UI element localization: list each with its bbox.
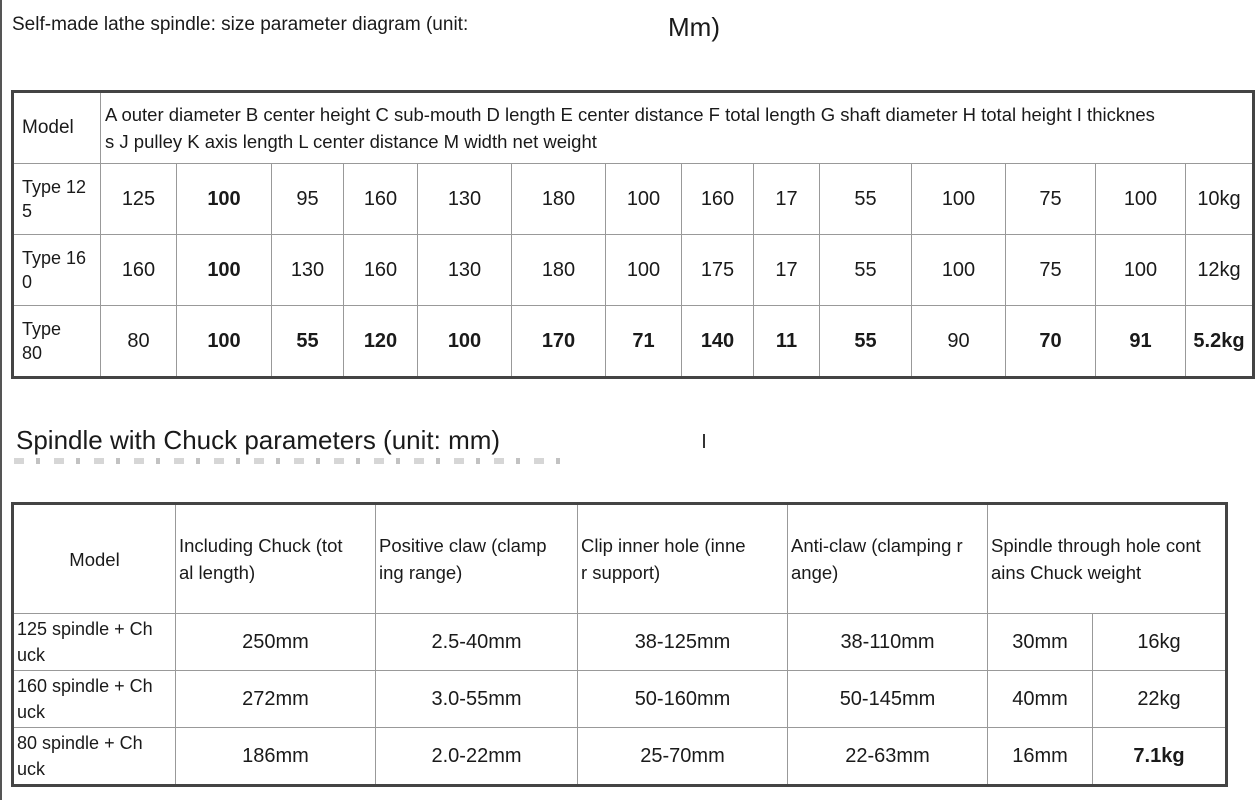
column-header (578, 504, 788, 614)
value-cell: 16mm (988, 728, 1093, 786)
header-line: Positive claw (clamp (379, 535, 547, 556)
value-cell: 75 (1006, 164, 1096, 235)
value-cell: 100 (177, 235, 272, 306)
header-line: ing range) (379, 562, 463, 583)
header-line: Clip inner hole (inne (581, 535, 746, 556)
value-cell: 38-110mm (788, 614, 988, 671)
value-cell: 75 (1006, 235, 1096, 306)
value-cell: 55 (820, 164, 912, 235)
value-cell: 2.5-40mm (376, 614, 578, 671)
value-cell: 22kg (1093, 671, 1227, 728)
header-line: Spindle through hole cont (991, 535, 1201, 556)
header-line: ange) (791, 562, 839, 583)
model-line: Type 16 (22, 248, 87, 268)
value-cell: 160 (344, 235, 418, 306)
model-cell (13, 671, 176, 728)
value-cell: 140 (682, 306, 754, 378)
header-line: Including Chuck (tot (179, 535, 343, 556)
model-header: Model (13, 92, 101, 164)
value-cell: 71 (606, 306, 682, 378)
model-line: 80 (22, 343, 43, 363)
value-cell: 11 (754, 306, 820, 378)
value-cell: 160 (344, 164, 418, 235)
header-line: ains Chuck weight (991, 562, 1142, 583)
value-cell: 130 (418, 164, 512, 235)
value-cell: 80 (101, 306, 177, 378)
parameter-header (101, 92, 1254, 164)
chuck-title: Spindle with Chuck parameters (unit: mm) (16, 425, 501, 455)
faded-text-strip (14, 458, 574, 464)
value-cell: 5.2kg (1186, 306, 1254, 378)
value-cell: 16kg (1093, 614, 1227, 671)
table-header-row (13, 92, 1254, 164)
value-cell: 160 (682, 164, 754, 235)
model-cell (13, 235, 101, 306)
model-line: 80 spindle + Ch (17, 733, 143, 753)
column-header (176, 504, 376, 614)
value-cell: 10kg (1186, 164, 1254, 235)
value-cell: 180 (512, 235, 606, 306)
table-row (13, 306, 1254, 378)
value-cell: 272mm (176, 671, 376, 728)
value-cell: 95 (272, 164, 344, 235)
spindle-size-table (11, 90, 1255, 379)
column-header (376, 504, 578, 614)
value-cell: 12kg (1186, 235, 1254, 306)
value-cell: 186mm (176, 728, 376, 786)
header-line: s J pulley K axis length L center distance M width net weight (105, 131, 597, 152)
value-cell: 130 (418, 235, 512, 306)
value-cell: 250mm (176, 614, 376, 671)
value-cell: 22-63mm (788, 728, 988, 786)
table-row (13, 728, 1227, 786)
table-header-row (13, 504, 1227, 614)
column-header (788, 504, 988, 614)
main-title-unit: Mm) (668, 12, 720, 42)
model-line: Type 12 (22, 177, 87, 197)
header-line: al length) (179, 562, 256, 583)
model-line: 0 (22, 272, 33, 292)
table-row (13, 671, 1227, 728)
model-cell (13, 614, 176, 671)
column-header: Model (13, 504, 176, 614)
table-row (13, 164, 1254, 235)
value-cell: 100 (177, 164, 272, 235)
value-cell: 100 (1096, 164, 1186, 235)
value-cell: 91 (1096, 306, 1186, 378)
model-line: 5 (22, 201, 33, 221)
model-line: 125 spindle + Ch (17, 619, 153, 639)
value-cell: 25-70mm (578, 728, 788, 786)
model-line: uck (17, 702, 46, 722)
value-cell: 100 (912, 235, 1006, 306)
model-line: uck (17, 759, 46, 779)
value-cell: 120 (344, 306, 418, 378)
model-cell (13, 306, 101, 378)
stray-mark (703, 434, 705, 448)
model-line: uck (17, 645, 46, 665)
header-line: r support) (581, 562, 661, 583)
main-title: Self-made lathe spindle: size parameter diagram (unit: (12, 14, 469, 35)
value-cell: 2.0-22mm (376, 728, 578, 786)
value-cell: 180 (512, 164, 606, 235)
value-cell: 125 (101, 164, 177, 235)
value-cell: 55 (820, 235, 912, 306)
value-cell: 30mm (988, 614, 1093, 671)
header-line: A outer diameter B center height C sub-mouth D length E center distance F total length G shaft diameter H total height I thicknes (105, 104, 1155, 125)
page-left-border (0, 0, 2, 800)
value-cell: 100 (1096, 235, 1186, 306)
value-cell: 100 (418, 306, 512, 378)
value-cell: 100 (912, 164, 1006, 235)
value-cell: 38-125mm (578, 614, 788, 671)
value-cell: 40mm (988, 671, 1093, 728)
value-cell: 175 (682, 235, 754, 306)
model-cell (13, 728, 176, 786)
value-cell: 50-145mm (788, 671, 988, 728)
value-cell: 100 (177, 306, 272, 378)
table-row (13, 235, 1254, 306)
value-cell: 50-160mm (578, 671, 788, 728)
value-cell: 17 (754, 235, 820, 306)
table-row (13, 614, 1227, 671)
value-cell: 100 (606, 235, 682, 306)
value-cell: 70 (1006, 306, 1096, 378)
model-line: 160 spindle + Ch (17, 676, 153, 696)
value-cell: 17 (754, 164, 820, 235)
value-cell: 160 (101, 235, 177, 306)
model-line: Type (22, 319, 62, 339)
value-cell: 170 (512, 306, 606, 378)
value-cell: 55 (820, 306, 912, 378)
value-cell: 100 (606, 164, 682, 235)
value-cell: 3.0-55mm (376, 671, 578, 728)
header-line: Anti-claw (clamping r (791, 535, 963, 556)
value-cell: 55 (272, 306, 344, 378)
value-cell: 90 (912, 306, 1006, 378)
chuck-parameter-table (11, 502, 1228, 787)
value-cell: 7.1kg (1093, 728, 1227, 786)
value-cell: 130 (272, 235, 344, 306)
column-header (988, 504, 1227, 614)
model-cell (13, 164, 101, 235)
